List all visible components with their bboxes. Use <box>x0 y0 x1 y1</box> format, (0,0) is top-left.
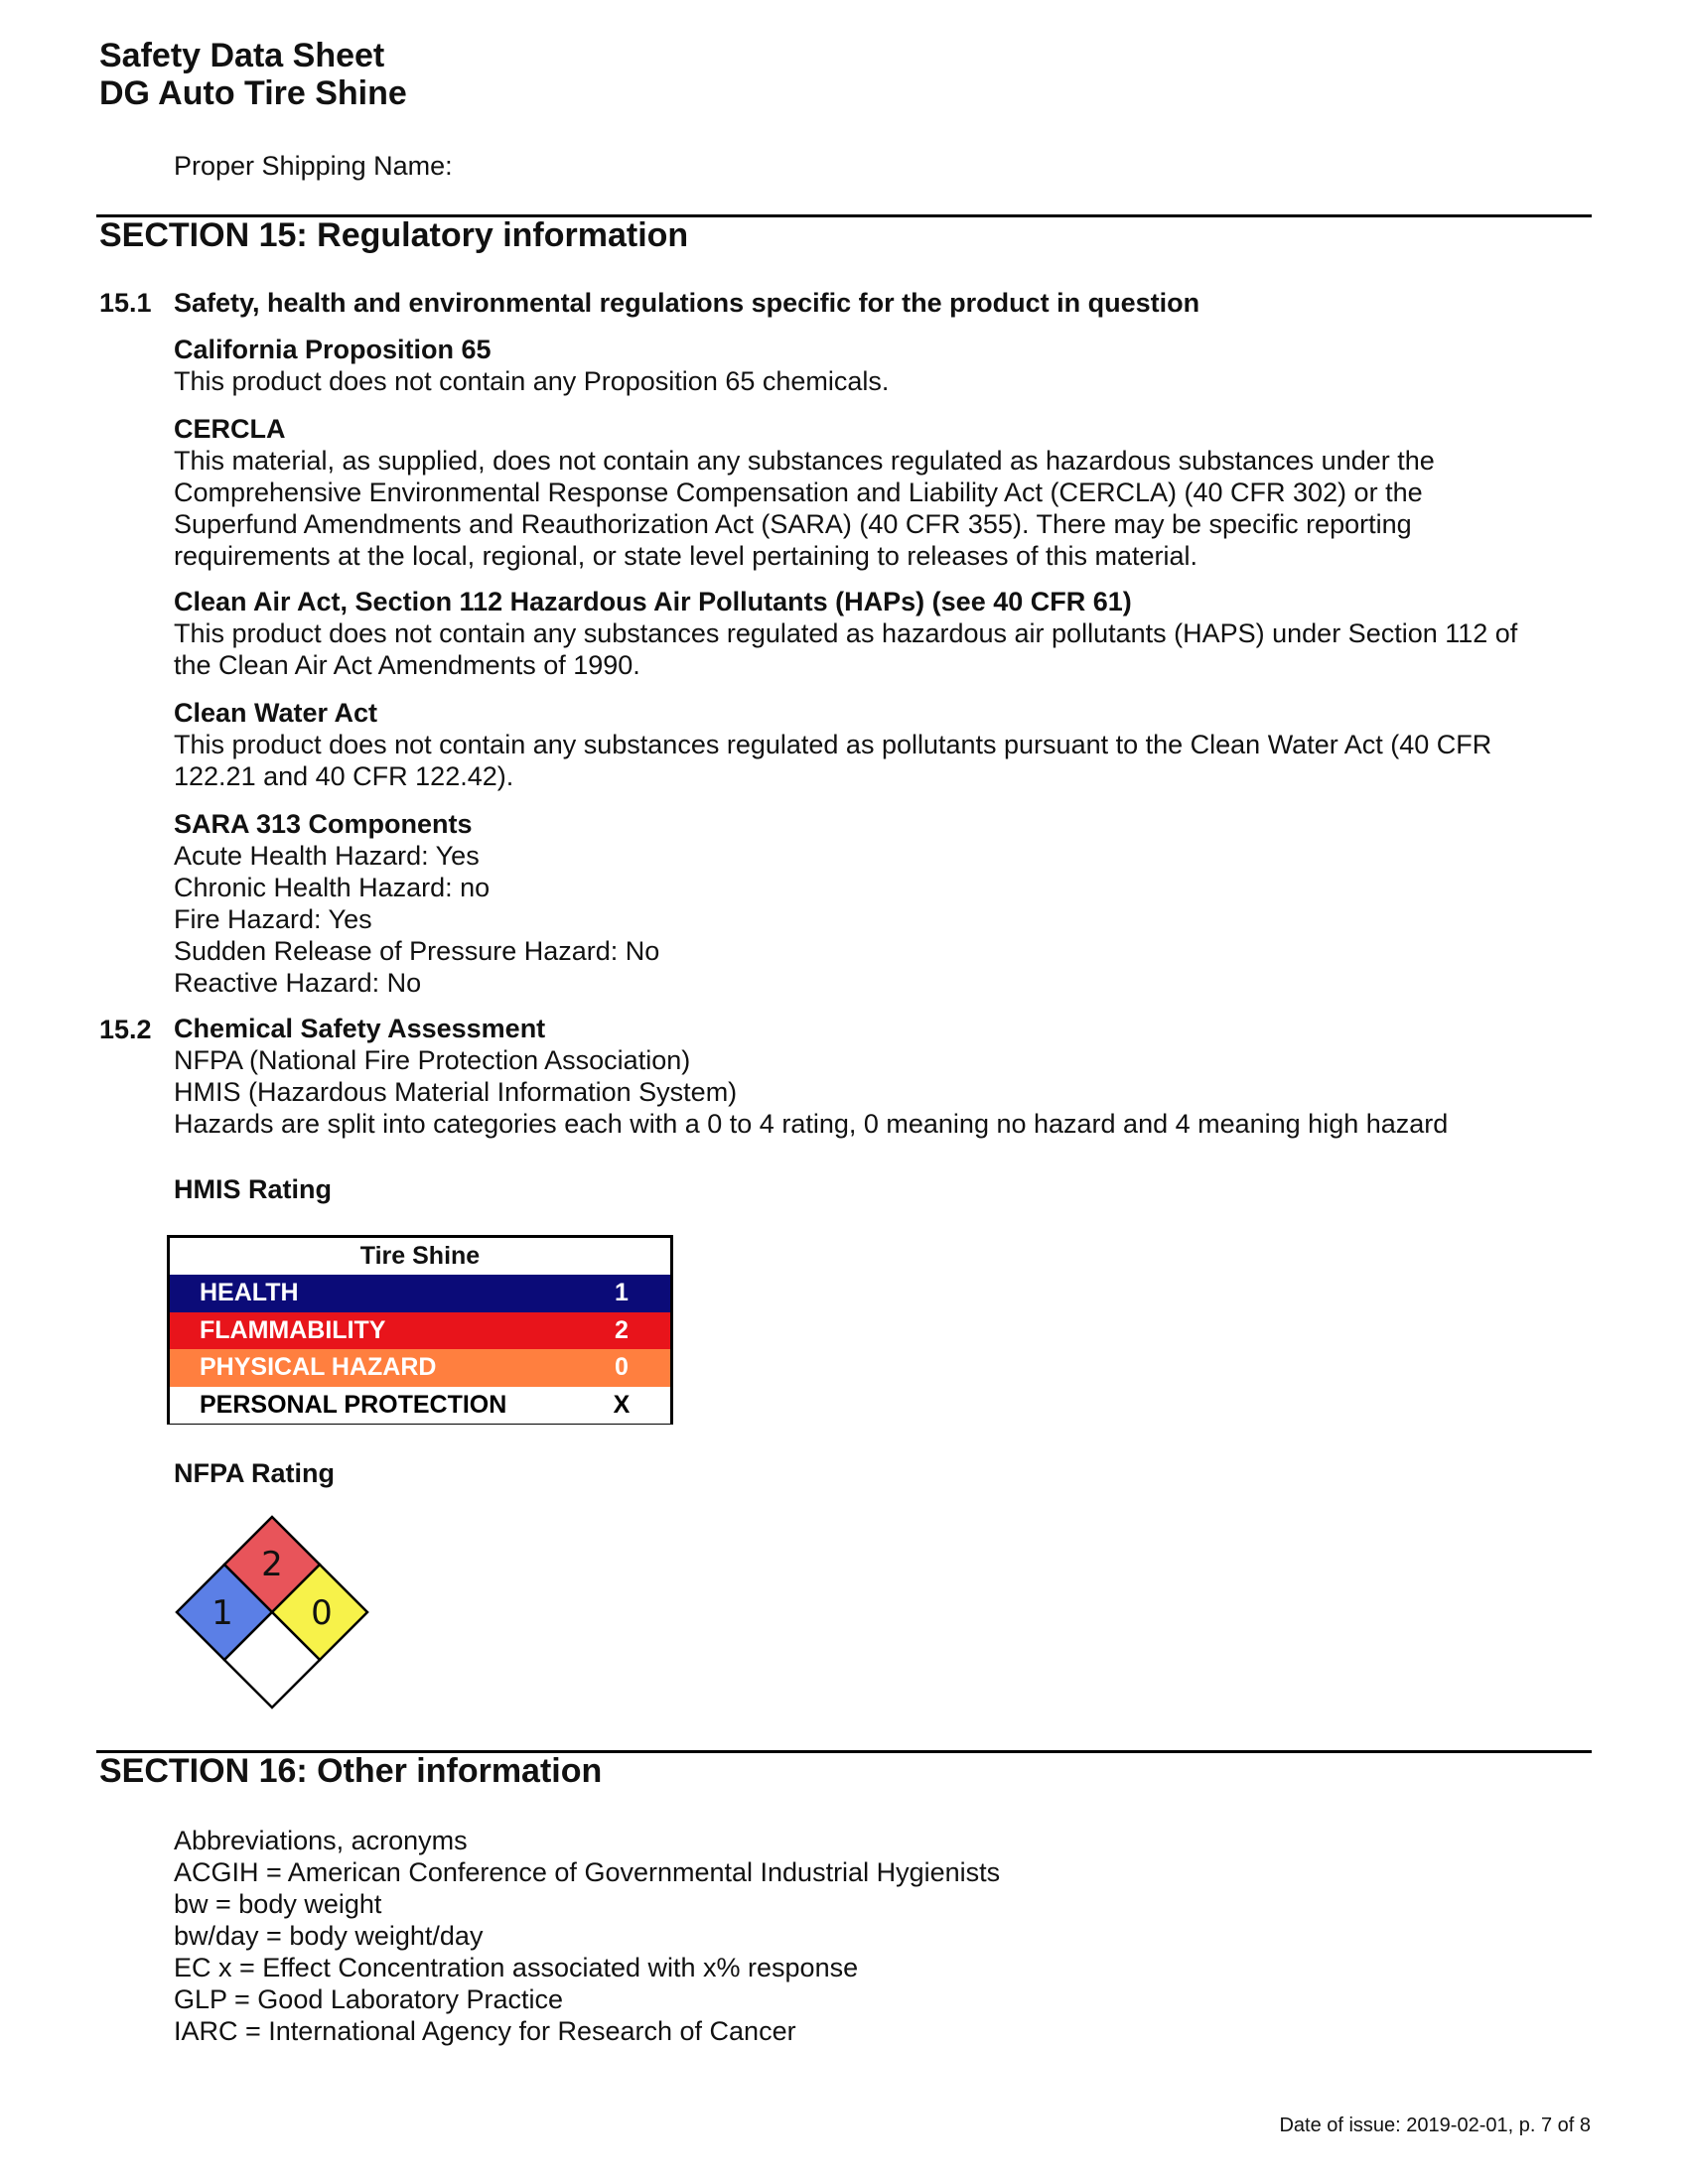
prop65-text: This product does not contain any Proposition 65 chemicals. <box>174 366 890 396</box>
abbreviation-line: bw = body weight <box>174 1889 382 1919</box>
document-title <box>99 37 407 112</box>
cercla-line: Superfund Amendments and Reauthorization Act (SARA) (40 CFR 355). There may be specific reporting <box>174 509 1412 539</box>
hmis-heading: HMIS Rating <box>174 1174 332 1204</box>
subsection-15-1-title: Safety, health and environmental regulations specific for the product in question <box>174 288 1200 318</box>
clean-air-act-heading: Clean Air Act, Section 112 Hazardous Air Pollutants (HAPs) (see 40 CFR 61) <box>174 587 1132 616</box>
abbreviation-line: IARC = International Agency for Research of Cancer <box>174 2016 796 2046</box>
cercla-line: Comprehensive Environmental Response Compensation and Liability Act (CERCLA) (40 CFR 302) or the <box>174 478 1423 507</box>
nfpa-instability-value: 0 <box>311 1593 333 1633</box>
hmis-label: PERSONAL PROTECTION <box>200 1390 507 1419</box>
hmis-row-health <box>170 1275 670 1312</box>
nfpa-diamond <box>171 1514 373 1718</box>
prop65-heading: California Proposition 65 <box>174 335 492 364</box>
hmis-label: FLAMMABILITY <box>200 1315 386 1344</box>
hmis-row-flammability <box>170 1312 670 1350</box>
proper-shipping-name: Proper Shipping Name: <box>174 151 453 181</box>
clean-air-act-line: This product does not contain any substances regulated as hazardous air pollutants (HAPS) under Section 112 of <box>174 618 1518 648</box>
clean-water-act-line: This product does not contain any substances regulated as pollutants pursuant to the Clean Water Act (40 CFR <box>174 730 1492 759</box>
hmis-caption: Tire Shine <box>359 1242 481 1270</box>
clean-air-act-block <box>174 586 1584 681</box>
assessment-line: NFPA (National Fire Protection Association) <box>174 1045 691 1075</box>
abbreviation-line: Abbreviations, acronyms <box>174 1826 468 1855</box>
subsection-15-2-number: 15.2 <box>99 1015 152 1044</box>
hmis-rating-table <box>167 1235 673 1425</box>
clean-water-act-heading: Clean Water Act <box>174 698 378 728</box>
abbreviation-line: ACGIH = American Conference of Governmental Industrial Hygienists <box>174 1857 1001 1887</box>
hmis-label: PHYSICAL HAZARD <box>200 1353 437 1381</box>
hmis-value: 1 <box>615 1279 629 1306</box>
sara-313-line: Acute Health Hazard: Yes <box>174 841 480 871</box>
prop65-block <box>174 334 1584 397</box>
assessment-line: HMIS (Hazardous Material Information System) <box>174 1077 738 1107</box>
sara-313-line: Reactive Hazard: No <box>174 968 422 998</box>
nfpa-flammability-value: 2 <box>261 1545 283 1584</box>
hmis-label: HEALTH <box>200 1279 299 1306</box>
hmis-row-physical-hazard <box>170 1349 670 1387</box>
sara-313-line: Fire Hazard: Yes <box>174 904 372 934</box>
sara-313-line: Chronic Health Hazard: no <box>174 873 491 902</box>
clean-water-act-line: 122.21 and 40 CFR 122.42). <box>174 761 514 791</box>
cercla-line: requirements at the local, regional, or state level pertaining to releases of this material. <box>174 541 1198 571</box>
sara-313-heading: SARA 313 Components <box>174 809 473 839</box>
abbreviations-block <box>174 1825 1584 2047</box>
abbreviation-line: EC x = Effect Concentration associated with x% response <box>174 1953 859 1982</box>
sara-313-line: Sudden Release of Pressure Hazard: No <box>174 936 660 966</box>
cercla-heading: CERCLA <box>174 414 286 444</box>
cercla-line: This material, as supplied, does not contain any substances regulated as hazardous substances under the <box>174 446 1435 476</box>
product-name: DG Auto Tire Shine <box>99 74 407 112</box>
hmis-value: 2 <box>615 1315 629 1344</box>
subsection-15-1-number: 15.1 <box>99 288 152 318</box>
clean-water-act-block <box>174 697 1584 792</box>
assessment-line: Hazards are split into categories each with a 0 to 4 rating, 0 meaning no hazard and 4 meaning high hazard <box>174 1109 1449 1139</box>
hmis-value: 0 <box>615 1353 629 1381</box>
abbreviation-line: GLP = Good Laboratory Practice <box>174 1984 563 2014</box>
abbreviation-line: bw/day = body weight/day <box>174 1921 484 1951</box>
clean-air-act-line: the Clean Air Act Amendments of 1990. <box>174 650 640 680</box>
nfpa-heading: NFPA Rating <box>174 1458 335 1488</box>
nfpa-health-value: 1 <box>211 1593 233 1633</box>
hmis-row-personal-protection <box>170 1387 670 1425</box>
section-15-title: SECTION 15: Regulatory information <box>99 216 689 254</box>
chemical-safety-assessment-block <box>174 1013 1584 1140</box>
page-footer: Date of issue: 2019-02-01, p. 7 of 8 <box>1279 2115 1591 2136</box>
document-type: Safety Data Sheet <box>99 37 385 74</box>
hmis-value: X <box>613 1390 631 1419</box>
section-16-title: SECTION 16: Other information <box>99 1752 603 1790</box>
sara-313-block <box>174 808 1584 999</box>
cercla-block <box>174 413 1584 572</box>
subsection-15-2-title: Chemical Safety Assessment <box>174 1014 546 1043</box>
